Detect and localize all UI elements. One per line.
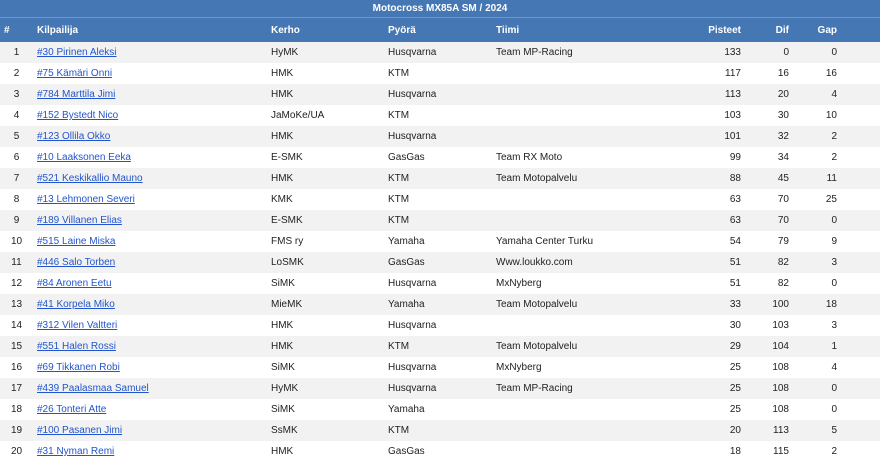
- cell-spacer: [837, 126, 880, 147]
- cell-rider: [33, 336, 271, 357]
- cell-pos: 13: [0, 294, 33, 315]
- cell-rider: [33, 189, 271, 210]
- cell-points: 29: [651, 336, 741, 357]
- cell-team: [496, 63, 651, 84]
- cell-points: 133: [651, 42, 741, 63]
- table-row: [0, 189, 880, 210]
- cell-club: HMK: [271, 126, 388, 147]
- cell-team: [496, 126, 651, 147]
- header-dif[interactable]: Dif: [741, 18, 789, 43]
- cell-spacer: [837, 105, 880, 126]
- cell-dif: 34: [741, 147, 789, 168]
- cell-gap: 3: [789, 315, 837, 336]
- cell-rider: [33, 63, 271, 84]
- cell-points: 18: [651, 441, 741, 462]
- header-bike[interactable]: Pyörä: [388, 18, 496, 43]
- cell-rider: [33, 105, 271, 126]
- cell-bike: KTM: [388, 63, 496, 84]
- table-row: [0, 126, 880, 147]
- cell-team: [496, 189, 651, 210]
- cell-dif: 104: [741, 336, 789, 357]
- cell-team: Team MP-Racing: [496, 378, 651, 399]
- table-row: [0, 231, 880, 252]
- header-pos[interactable]: #: [0, 18, 33, 43]
- cell-pos: 15: [0, 336, 33, 357]
- table-row: [0, 105, 880, 126]
- cell-team: Team Motopalvelu: [496, 294, 651, 315]
- cell-dif: 82: [741, 273, 789, 294]
- cell-points: 103: [651, 105, 741, 126]
- cell-dif: 115: [741, 441, 789, 462]
- cell-gap: 18: [789, 294, 837, 315]
- header-rider[interactable]: Kilpailija: [33, 18, 271, 43]
- rider-link[interactable]: #551 Halen Rossi: [37, 341, 116, 352]
- cell-points: 63: [651, 210, 741, 231]
- header-club[interactable]: Kerho: [271, 18, 388, 43]
- cell-spacer: [837, 189, 880, 210]
- cell-points: 25: [651, 399, 741, 420]
- cell-dif: 79: [741, 231, 789, 252]
- rider-link[interactable]: #84 Aronen Eetu: [37, 278, 112, 289]
- cell-rider: [33, 399, 271, 420]
- cell-rider: [33, 231, 271, 252]
- cell-dif: 20: [741, 84, 789, 105]
- header-points[interactable]: Pisteet: [651, 18, 741, 43]
- cell-rider: [33, 126, 271, 147]
- table-row: [0, 210, 880, 231]
- cell-gap: 0: [789, 378, 837, 399]
- cell-points: 99: [651, 147, 741, 168]
- cell-bike: Husqvarna: [388, 126, 496, 147]
- cell-dif: 82: [741, 252, 789, 273]
- cell-club: HyMK: [271, 42, 388, 63]
- cell-gap: 0: [789, 399, 837, 420]
- cell-pos: 12: [0, 273, 33, 294]
- cell-pos: 9: [0, 210, 33, 231]
- table-title: Motocross MX85A SM / 2024: [0, 0, 880, 17]
- cell-bike: KTM: [388, 189, 496, 210]
- cell-spacer: [837, 315, 880, 336]
- cell-club: MieMK: [271, 294, 388, 315]
- cell-pos: 16: [0, 357, 33, 378]
- cell-spacer: [837, 420, 880, 441]
- table-row: [0, 399, 880, 420]
- rider-link[interactable]: #75 Kämäri Onni: [37, 68, 113, 79]
- cell-club: HMK: [271, 84, 388, 105]
- cell-points: 25: [651, 357, 741, 378]
- cell-points: 33: [651, 294, 741, 315]
- table-row: [0, 252, 880, 273]
- cell-gap: 0: [789, 210, 837, 231]
- cell-points: 20: [651, 420, 741, 441]
- cell-bike: Yamaha: [388, 294, 496, 315]
- cell-bike: Husqvarna: [388, 378, 496, 399]
- cell-gap: 9: [789, 231, 837, 252]
- cell-rider: [33, 147, 271, 168]
- cell-team: Team MP-Racing: [496, 42, 651, 63]
- cell-points: 117: [651, 63, 741, 84]
- rider-link[interactable]: #41 Korpela Miko: [37, 299, 115, 310]
- rider-link[interactable]: #439 Paalasmaa Samuel: [37, 383, 149, 394]
- table-row: [0, 63, 880, 84]
- cell-pos: 20: [0, 441, 33, 462]
- cell-dif: 103: [741, 315, 789, 336]
- table-row: [0, 357, 880, 378]
- cell-team: Yamaha Center Turku: [496, 231, 651, 252]
- cell-rider: [33, 252, 271, 273]
- cell-spacer: [837, 147, 880, 168]
- cell-team: Team Motopalvelu: [496, 336, 651, 357]
- rider-link[interactable]: #446 Salo Torben: [37, 257, 116, 268]
- cell-pos: 5: [0, 126, 33, 147]
- cell-pos: 17: [0, 378, 33, 399]
- cell-rider: [33, 441, 271, 462]
- cell-points: 54: [651, 231, 741, 252]
- cell-club: FMS ry: [271, 231, 388, 252]
- cell-bike: GasGas: [388, 147, 496, 168]
- cell-spacer: [837, 294, 880, 315]
- cell-dif: 0: [741, 42, 789, 63]
- cell-team: MxNyberg: [496, 357, 651, 378]
- cell-pos: 8: [0, 189, 33, 210]
- cell-club: SsMK: [271, 420, 388, 441]
- header-spacer: [837, 18, 880, 43]
- table-row: [0, 315, 880, 336]
- cell-pos: 10: [0, 231, 33, 252]
- cell-rider: [33, 294, 271, 315]
- cell-dif: 113: [741, 420, 789, 441]
- rider-link[interactable]: #13 Lehmonen Severi: [37, 194, 135, 205]
- table-row: [0, 84, 880, 105]
- rider-link[interactable]: #30 Pirinen Aleksi: [37, 47, 117, 58]
- cell-club: SiMK: [271, 399, 388, 420]
- rider-link[interactable]: #189 Villanen Elias: [37, 215, 122, 226]
- cell-club: HMK: [271, 441, 388, 462]
- header-team[interactable]: Tiimi: [496, 18, 651, 43]
- cell-club: E-SMK: [271, 210, 388, 231]
- cell-club: HyMK: [271, 378, 388, 399]
- cell-points: 101: [651, 126, 741, 147]
- cell-pos: 19: [0, 420, 33, 441]
- cell-dif: 32: [741, 126, 789, 147]
- cell-spacer: [837, 231, 880, 252]
- cell-spacer: [837, 63, 880, 84]
- cell-gap: 11: [789, 168, 837, 189]
- cell-club: JaMoKe/UA: [271, 105, 388, 126]
- cell-rider: [33, 210, 271, 231]
- table-row: [0, 336, 880, 357]
- cell-gap: 2: [789, 126, 837, 147]
- table-row: [0, 273, 880, 294]
- cell-team: [496, 399, 651, 420]
- cell-pos: 14: [0, 315, 33, 336]
- table-body: [0, 42, 880, 462]
- cell-bike: Yamaha: [388, 231, 496, 252]
- table-row: [0, 42, 880, 63]
- cell-points: 51: [651, 252, 741, 273]
- standings-table: [0, 17, 880, 462]
- cell-spacer: [837, 42, 880, 63]
- cell-gap: 1: [789, 336, 837, 357]
- cell-pos: 1: [0, 42, 33, 63]
- cell-bike: Husqvarna: [388, 42, 496, 63]
- cell-bike: Husqvarna: [388, 273, 496, 294]
- cell-spacer: [837, 378, 880, 399]
- cell-points: 88: [651, 168, 741, 189]
- cell-club: E-SMK: [271, 147, 388, 168]
- cell-pos: 3: [0, 84, 33, 105]
- cell-pos: 2: [0, 63, 33, 84]
- cell-team: [496, 441, 651, 462]
- cell-points: 113: [651, 84, 741, 105]
- cell-rider: [33, 378, 271, 399]
- cell-team: [496, 315, 651, 336]
- rider-link[interactable]: #784 Marttila Jimi: [37, 89, 116, 100]
- cell-dif: 108: [741, 399, 789, 420]
- table-row: [0, 168, 880, 189]
- cell-pos: 6: [0, 147, 33, 168]
- cell-rider: [33, 84, 271, 105]
- header-gap[interactable]: Gap: [789, 18, 837, 43]
- cell-rider: [33, 315, 271, 336]
- cell-team: [496, 105, 651, 126]
- rider-link[interactable]: #31 Nyman Remi: [37, 446, 115, 457]
- rider-link[interactable]: #123 Ollila Okko: [37, 131, 111, 142]
- rider-link[interactable]: #521 Keskikallio Mauno: [37, 173, 143, 184]
- cell-team: Team Motopalvelu: [496, 168, 651, 189]
- cell-spacer: [837, 357, 880, 378]
- table-row: [0, 294, 880, 315]
- cell-bike: KTM: [388, 336, 496, 357]
- cell-spacer: [837, 441, 880, 462]
- cell-bike: Husqvarna: [388, 84, 496, 105]
- cell-club: HMK: [271, 168, 388, 189]
- cell-rider: [33, 168, 271, 189]
- cell-gap: 2: [789, 147, 837, 168]
- cell-team: [496, 420, 651, 441]
- cell-rider: [33, 42, 271, 63]
- cell-club: LoSMK: [271, 252, 388, 273]
- cell-club: KMK: [271, 189, 388, 210]
- cell-points: 51: [651, 273, 741, 294]
- cell-dif: 16: [741, 63, 789, 84]
- rider-link[interactable]: #26 Tonteri Atte: [37, 404, 107, 415]
- cell-gap: 25: [789, 189, 837, 210]
- cell-dif: 100: [741, 294, 789, 315]
- cell-gap: 10: [789, 105, 837, 126]
- cell-club: HMK: [271, 63, 388, 84]
- cell-dif: 45: [741, 168, 789, 189]
- cell-team: [496, 84, 651, 105]
- cell-points: 30: [651, 315, 741, 336]
- cell-rider: [33, 420, 271, 441]
- cell-club: SiMK: [271, 357, 388, 378]
- cell-dif: 30: [741, 105, 789, 126]
- rider-link[interactable]: #152 Bystedt Nico: [37, 110, 119, 121]
- cell-team: Team RX Moto: [496, 147, 651, 168]
- cell-gap: 0: [789, 273, 837, 294]
- cell-bike: KTM: [388, 105, 496, 126]
- cell-team: [496, 210, 651, 231]
- cell-spacer: [837, 84, 880, 105]
- cell-dif: 70: [741, 189, 789, 210]
- rider-link[interactable]: #100 Pasanen Jimi: [37, 425, 123, 436]
- table-row: [0, 378, 880, 399]
- cell-bike: Yamaha: [388, 399, 496, 420]
- cell-team: Www.loukko.com: [496, 252, 651, 273]
- cell-bike: KTM: [388, 210, 496, 231]
- cell-gap: 4: [789, 84, 837, 105]
- cell-spacer: [837, 210, 880, 231]
- cell-gap: 0: [789, 42, 837, 63]
- cell-gap: 2: [789, 441, 837, 462]
- rider-link[interactable]: #10 Laaksonen Eeka: [37, 152, 131, 163]
- table-row: [0, 420, 880, 441]
- cell-gap: 5: [789, 420, 837, 441]
- cell-bike: KTM: [388, 420, 496, 441]
- cell-spacer: [837, 399, 880, 420]
- cell-spacer: [837, 273, 880, 294]
- cell-club: SiMK: [271, 273, 388, 294]
- cell-dif: 108: [741, 378, 789, 399]
- cell-spacer: [837, 252, 880, 273]
- cell-rider: [33, 273, 271, 294]
- cell-gap: 4: [789, 357, 837, 378]
- rider-link[interactable]: #515 Laine Miska: [37, 236, 116, 247]
- cell-bike: Husqvarna: [388, 315, 496, 336]
- cell-gap: 16: [789, 63, 837, 84]
- cell-bike: Husqvarna: [388, 357, 496, 378]
- table-header-row: [0, 18, 880, 43]
- cell-team: MxNyberg: [496, 273, 651, 294]
- rider-link[interactable]: #69 Tikkanen Robi: [37, 362, 120, 373]
- cell-bike: KTM: [388, 168, 496, 189]
- cell-dif: 70: [741, 210, 789, 231]
- cell-spacer: [837, 168, 880, 189]
- table-row: [0, 147, 880, 168]
- cell-pos: 4: [0, 105, 33, 126]
- rider-link[interactable]: #312 Vilen Valtteri: [37, 320, 118, 331]
- cell-gap: 3: [789, 252, 837, 273]
- cell-pos: 11: [0, 252, 33, 273]
- cell-dif: 108: [741, 357, 789, 378]
- cell-points: 63: [651, 189, 741, 210]
- cell-points: 25: [651, 378, 741, 399]
- cell-rider: [33, 357, 271, 378]
- cell-bike: GasGas: [388, 252, 496, 273]
- cell-pos: 7: [0, 168, 33, 189]
- cell-pos: 18: [0, 399, 33, 420]
- cell-spacer: [837, 336, 880, 357]
- cell-club: HMK: [271, 336, 388, 357]
- table-row: [0, 441, 880, 462]
- cell-bike: GasGas: [388, 441, 496, 462]
- cell-club: HMK: [271, 315, 388, 336]
